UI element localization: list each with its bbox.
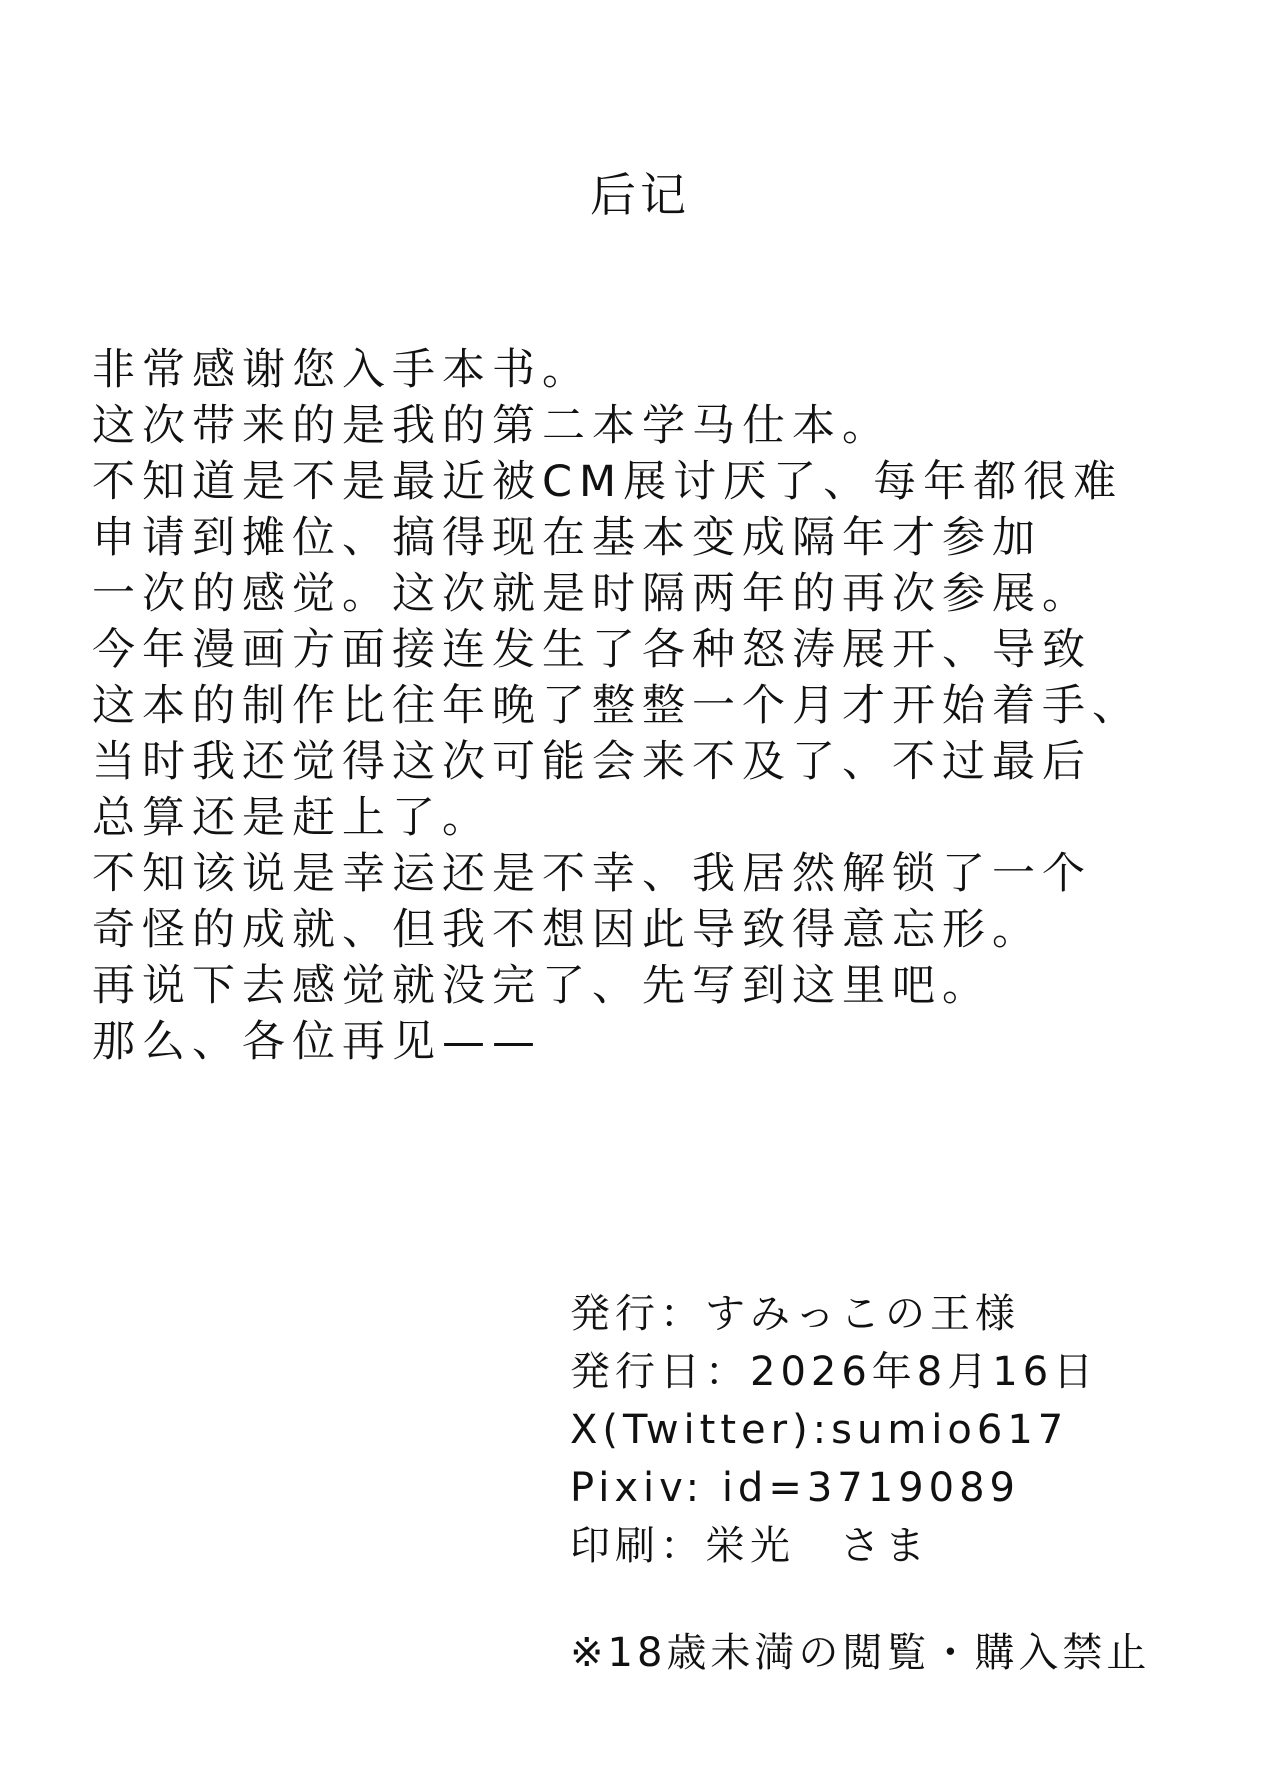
body-line: 申请到摊位、搞得现在基本变成隔年才参加 — [92, 513, 1042, 563]
age-restriction-notice: ※18歳未満の閲覧・購入禁止 — [570, 1630, 1151, 1676]
afterword-body — [92, 342, 1212, 1070]
body-line: 这次带来的是我的第二本学马仕本。 — [92, 401, 892, 451]
body-line: 不知道是不是最近被CM展讨厌了、每年都很难 — [92, 457, 1124, 507]
body-line: 奇怪的成就、但我不想因此导致得意忘形。 — [92, 905, 1042, 955]
publish-date-line: 発行日：2026年8月16日 — [570, 1349, 1099, 1395]
body-line: 非常感谢您入手本书。 — [92, 345, 592, 395]
colophon — [570, 1285, 1250, 1575]
body-line: 那么、各位再见—— — [92, 1017, 542, 1067]
body-line: 这本的制作比往年晚了整整一个月才开始着手、 — [92, 681, 1142, 731]
body-line: 再说下去感觉就没完了、先写到这里吧。 — [92, 961, 992, 1011]
body-line: 总算还是赶上了。 — [92, 793, 492, 843]
body-line: 当时我还觉得这次可能会来不及了、不过最后 — [92, 737, 1092, 787]
twitter-line: X(Twitter):sumio617 — [570, 1407, 1069, 1453]
body-line: 一次的感觉。这次就是时隔两年的再次参展。 — [92, 569, 1092, 619]
publisher-line: 発行：すみっこの王様 — [570, 1291, 1020, 1337]
body-line: 今年漫画方面接连发生了各种怒涛展开、导致 — [92, 625, 1092, 675]
body-line: 不知该说是幸运还是不幸、我居然解锁了一个 — [92, 849, 1092, 899]
pixiv-line: Pixiv: id=3719089 — [570, 1465, 1020, 1511]
page-title: 后记 — [590, 168, 690, 222]
printer-line: 印刷：栄光 さま — [570, 1523, 930, 1569]
